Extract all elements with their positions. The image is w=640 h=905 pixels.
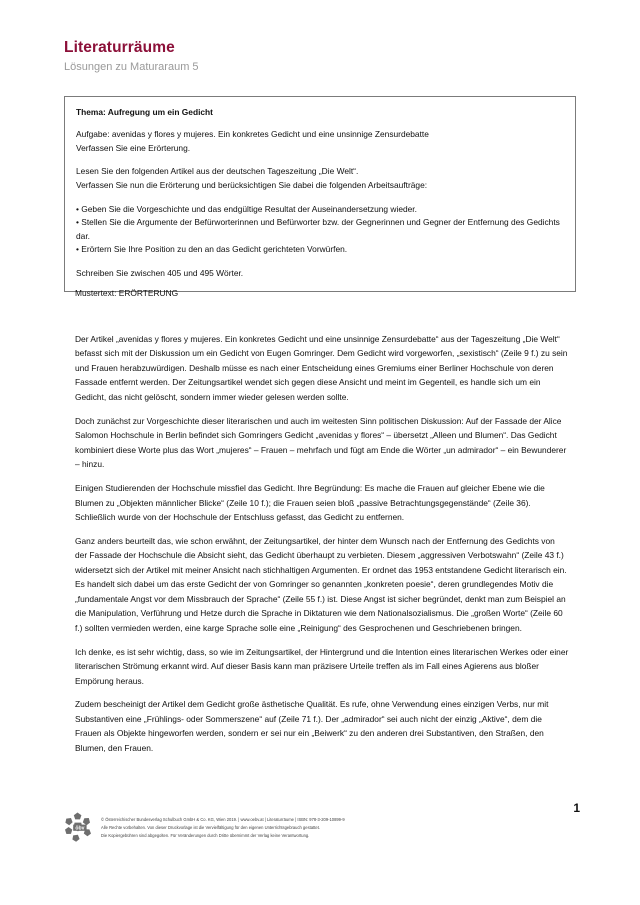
task-bullet-item: • Geben Sie die Vorgeschichte und das endgültige Resultat der Auseinandersetzung wieder. — [76, 203, 417, 214]
task-assignment-line-1: Aufgabe: avenidas y flores y mujeres. Ein konkretes Gedicht und eine unsinnige Zensurdebatte — [76, 129, 429, 140]
task-instructions — [76, 165, 564, 192]
task-bullet-item: • Erörtern Sie Ihre Position zu den an das Gedicht gerichteten Vorwürfen. — [76, 244, 348, 255]
page-number: 1 — [573, 801, 580, 815]
body-paragraph: Ich denke, es ist sehr wichtig, dass, so wie im Zeitungsartikel, der Hintergrund und die Intention eines literarischen Werkes oder einer literarischen Strömung erkannt wird. Auf dieser Basis kann man präzisere Urteile treffen als im Fall eines Agierens aus bloßer Empörung heraus. — [75, 646, 569, 686]
body-paragraph: Doch zunächst zur Vorgeschichte dieser literarischen und auch im weitesten Sinn politischen Diskussion: Auf der Fassade der Alice Salomon Hochschule in Berlin befindet sich Gomringers Gedicht „avenidas y flores“ – übersetzt „Alleen und Blumen“. Das Gedicht kombiniert diese Worte plus das Wort „mujeres“ – Frauen – mehrfach und fügt am Ende die Wörter „un admirador“ – ein Bewunderer – hinzu. — [75, 415, 567, 470]
task-bullet-list — [76, 203, 564, 257]
body-paragraph: Einigen Studierenden der Hochschule missfiel das Gedicht. Ihre Begründung: Es mache die Frauen auf gleicher Ebene wie die Blumen zu „Objekten männlicher Blicke“ (Zeile 10 f.); die Frauen seien bloß „passive Betrachtungsgegenstände“ (Zeile 36). Schließlich wurde von der Hochschule der Entschluss gefasst, das Gedicht zu entfernen. — [75, 483, 545, 522]
oebv-logo-text: öbv — [75, 825, 85, 832]
body-paragraph: Ganz anders beurteilt das, wie schon erwähnt, der Zeitungsartikel, der hinter dem Wunsch nach der Entfernung des Gedichts von der Fassade der Hochschule die Absicht sieht, das Gedicht überhaupt zu verbieten. Diesem „aggressiven Verbotswahn“ (Zeile 43 f.) widersetzt sich der Artikel mit meiner Ansicht nach stichhaltigen Argumenten. Er ordnet das 1953 entstandene Gedicht literarisch ein. Es handelt sich dabei um das erste Gedicht der von Gomringer so genannten „konkreten poesie“, deren grundlegendes Motiv die „fundamentale Angst vor dem Missbrauch der Sprache“ (Zeile 55 f.) ist. Diese Angst ist sicher begründet, denkt man zum Beispiel an die Manipulation, Verführung und Hetze durch die Sprache in Diktaturen wie dem Nationalsozialismus. Die „großen Worte“ (Zeile 60 f.) sollten vermieden werden, eine karge Sprache solle eine „Reinigung“ des Gesprochenen und Geschriebenen bringen. — [75, 535, 567, 633]
document-header — [64, 38, 576, 75]
body-paragraph: Zudem bescheinigt der Artikel dem Gedicht große ästhetische Qualität. Es rufe, ohne Verwendung eines einzigen Verbs, nur mit Substantiven eine „Frühlings- oder Sommerszene“ auf (Zeile 71 f.). Der „admirador“ sei auch nicht der einzig „Aktive“, dem die Frauen als Objekte hingeworfen werden, sondern er sei nur ein „Beiwerk“ zu den anderen drei Substantiven, den Straßen, den Blumen, den Frauen. — [75, 699, 549, 753]
task-instruction-line-2: Verfassen Sie nun die Erörterung und berücksichtigen Sie dabei die folgenden Arbeitsaufträge: — [76, 180, 428, 191]
task-box — [64, 96, 576, 292]
essay-body — [75, 332, 569, 755]
sample-text-label: Mustertext: ERÖRTERUNG — [75, 288, 179, 298]
document-footer — [64, 812, 576, 842]
page-subtitle: Lösungen zu Maturaraum 5 — [64, 61, 199, 74]
task-assignment-line-2: Verfassen Sie eine Erörterung. — [76, 142, 191, 153]
page-title: Literaturräume — [64, 39, 175, 56]
body-paragraph: Der Artikel „avenidas y flores y mujeres. Ein konkretes Gedicht und eine unsinnige Zensurdebatte“ aus der Tageszeitung „Die Welt“ befasst sich mit der Diskussion um ein Gedicht von Eugen Gomringer. Dem Gedicht wird vorgeworfen, „sexistisch“ (Zeile 9 f.) zu sein und Frauen herabzuwürdigen. Deshalb müsse es nach einer Entscheidung eines Gremiums einer Berliner Hochschule von deren Fassade entfernt werden. Der Zeitungsartikel wendet sich gegen diese Ansicht und meint im Gegenteil, es handle sich um ein Gedicht, das nicht gelöscht, sondern immer wieder gelesen werden sollte. — [75, 334, 568, 402]
task-assignment — [76, 128, 564, 155]
task-heading: Thema: Aufregung um ein Gedicht — [76, 107, 213, 117]
task-word-count: Schreiben Sie zwischen 405 und 495 Wörter. — [76, 268, 244, 279]
oebv-logo-icon — [64, 812, 92, 842]
footer-copyright — [101, 812, 345, 840]
task-bullet-item: • Stellen Sie die Argumente der Befürworterinnen und Befürworter bzw. der Gegnerinnen und Gegner der Entfernung des Gedichts dar. — [76, 217, 560, 241]
footer-line-2: Alle Rechte vorbehalten. Von dieser Druckvorlage ist die Vervielfältigung für den eigenen Unterrichtsgebrauch gestattet. — [101, 824, 321, 830]
footer-line-3: Die Kopiergebühren sind abgegolten. Für Veränderungen durch Dritte übernimmt der Verlag keine Verantwortung. — [101, 832, 310, 838]
footer-line-1: © Österreichischer Bundesverlag Schulbuch GmbH & Co. KG, Wien 2019. | www.oebv.at | Literaturräume | ISBN: 978-3-209-10899-9 — [101, 817, 345, 822]
task-instruction-line-1: Lesen Sie den folgenden Artikel aus der deutschen Tageszeitung „Die Welt“. — [76, 166, 359, 177]
